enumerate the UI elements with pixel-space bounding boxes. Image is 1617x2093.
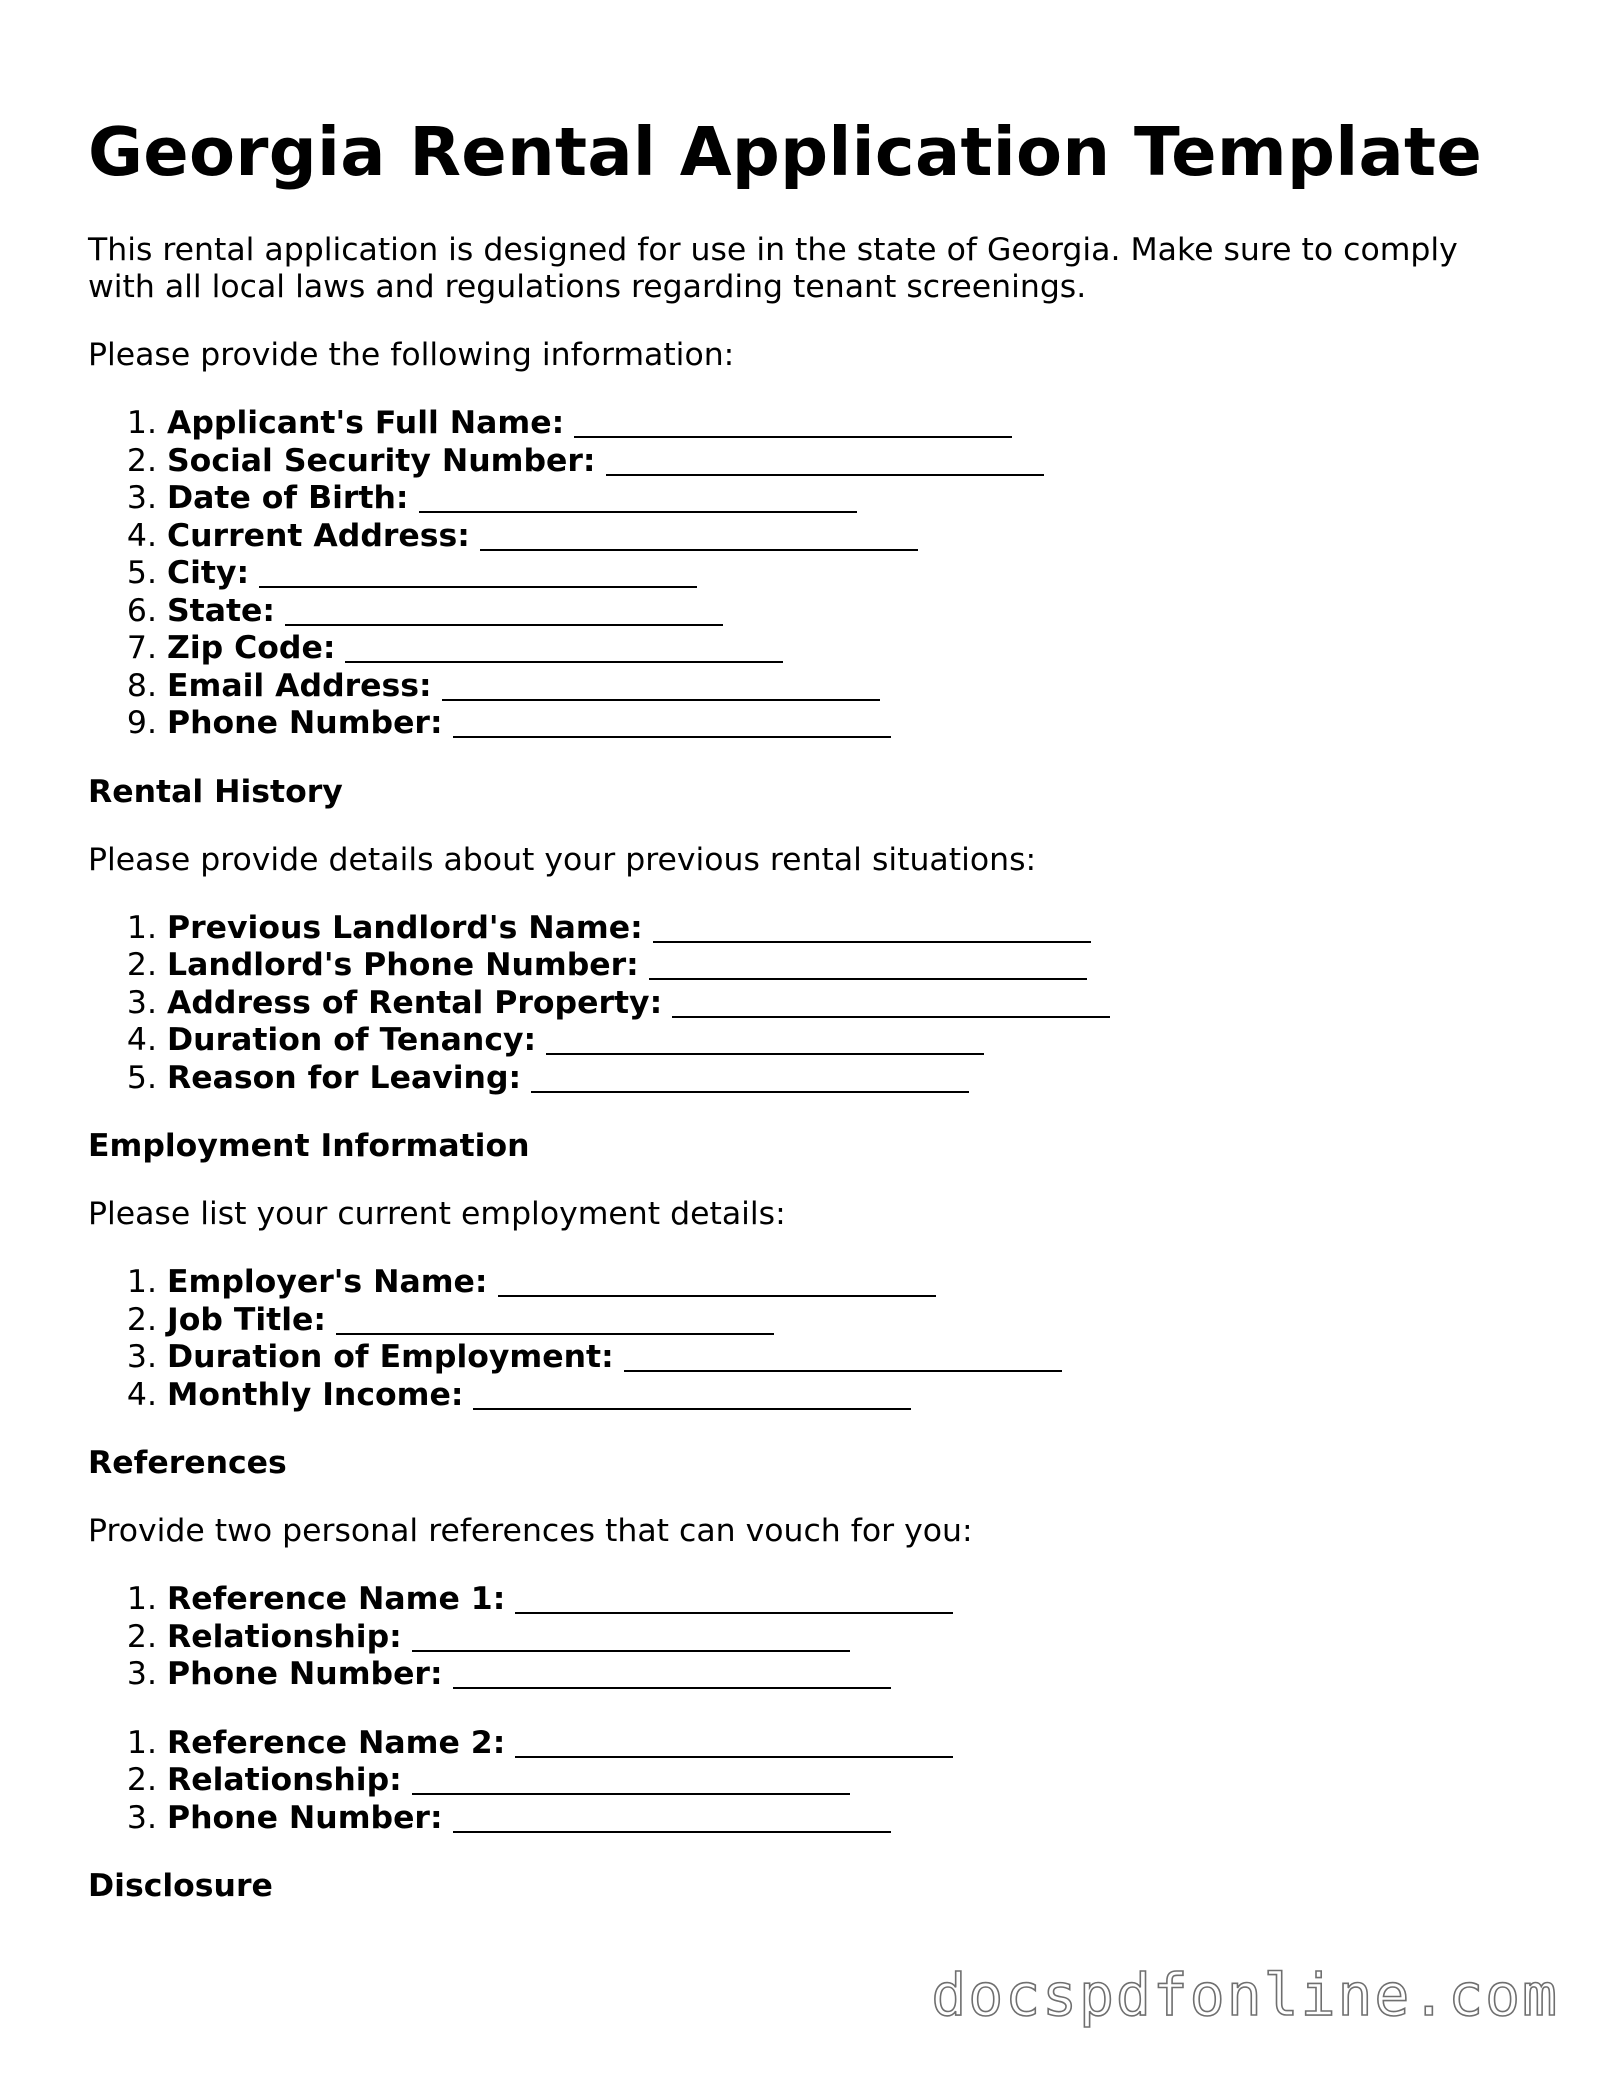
field-blank-line[interactable]: [515, 1581, 953, 1614]
field-number: 1.: [126, 909, 157, 946]
field-blank-line[interactable]: [419, 480, 857, 513]
field-label: Reason for Leaving:: [167, 1059, 522, 1096]
field-label: Email Address:: [167, 667, 432, 704]
rental-history-fields: [88, 910, 1528, 1098]
field-label: Social Security Number:: [167, 442, 596, 479]
field-label: Duration of Tenancy:: [167, 1022, 537, 1058]
field-blank-line[interactable]: [336, 1302, 774, 1335]
form-field-row: [88, 1022, 1528, 1060]
field-blank-line[interactable]: [672, 985, 1110, 1018]
field-number: 3.: [126, 984, 157, 1021]
form-field-row: [88, 1581, 1528, 1619]
field-number: 1.: [126, 1724, 157, 1761]
field-number: 4.: [126, 1022, 157, 1058]
field-label: Current Address:: [167, 517, 470, 554]
field-number: 3.: [126, 1656, 157, 1692]
field-label: Previous Landlord's Name:: [167, 909, 643, 946]
field-number: 5.: [126, 555, 157, 591]
field-number: 2.: [126, 947, 157, 983]
form-field-row: [88, 1656, 1528, 1694]
form-field-row: [88, 1302, 1528, 1340]
form-field-row: [88, 668, 1528, 706]
applicant-lead: Please provide the following information:: [88, 337, 735, 373]
field-blank-line[interactable]: [653, 910, 1091, 943]
field-blank-line[interactable]: [412, 1619, 850, 1652]
field-label: Address of Rental Property:: [167, 984, 663, 1021]
field-blank-line[interactable]: [453, 1800, 891, 1833]
field-label: Applicant's Full Name:: [167, 405, 565, 441]
field-label: City:: [167, 555, 250, 591]
document-page: [88, 108, 1528, 1905]
form-field-row: [88, 947, 1528, 985]
form-field-row: [88, 518, 1528, 556]
field-label: Zip Code:: [167, 630, 336, 666]
form-field-row: [88, 1060, 1528, 1098]
field-label: Reference Name 2:: [167, 1724, 506, 1761]
field-blank-line[interactable]: [259, 555, 697, 588]
field-blank-line[interactable]: [345, 630, 783, 663]
reference-1-fields: [88, 1581, 1528, 1694]
field-number: 2.: [126, 1618, 157, 1655]
employment-heading: Employment Information: [88, 1128, 530, 1164]
field-blank-line[interactable]: [285, 593, 723, 626]
field-number: 1.: [126, 1264, 157, 1300]
field-label: Job Title:: [167, 1301, 326, 1338]
form-field-row: [88, 1264, 1528, 1302]
field-blank-line[interactable]: [442, 668, 880, 701]
field-number: 3.: [126, 480, 157, 516]
field-blank-line[interactable]: [624, 1339, 1062, 1372]
field-blank-line[interactable]: [453, 1656, 891, 1689]
form-field-row: [88, 1725, 1528, 1763]
field-number: 2.: [126, 1301, 157, 1338]
field-number: 6.: [126, 592, 157, 629]
employment-lead: Please list your current employment details:: [88, 1196, 786, 1232]
field-label: Date of Birth:: [167, 480, 409, 516]
field-number: 4.: [126, 517, 157, 554]
employment-fields: [88, 1264, 1528, 1414]
form-field-row: [88, 1800, 1528, 1838]
field-number: 3.: [126, 1339, 157, 1375]
field-blank-line[interactable]: [606, 443, 1044, 476]
field-blank-line[interactable]: [531, 1060, 969, 1093]
rental-history-lead: Please provide details about your previous rental situations:: [88, 841, 1037, 878]
field-label: Phone Number:: [167, 705, 443, 741]
form-field-row: [88, 910, 1528, 948]
form-field-row: [88, 1619, 1528, 1657]
references-heading: References: [88, 1445, 287, 1481]
field-label: Relationship:: [167, 1618, 402, 1655]
form-field-row: [88, 1377, 1528, 1415]
intro-paragraph: This rental application is designed for use in the state of Georgia. Make sure to comply with all local laws and regulations regarding tenant screenings.: [88, 232, 1458, 305]
field-number: 1.: [126, 1581, 157, 1617]
field-label: Monthly Income:: [167, 1376, 464, 1413]
field-blank-line[interactable]: [649, 947, 1087, 980]
field-label: Employer's Name:: [167, 1264, 488, 1300]
reference-2-fields: [88, 1725, 1528, 1838]
field-label: Phone Number:: [167, 1799, 443, 1836]
field-blank-line[interactable]: [480, 518, 918, 551]
references-lead: Provide two personal references that can vouch for you:: [88, 1513, 973, 1549]
form-field-row: [88, 480, 1528, 518]
field-blank-line[interactable]: [574, 405, 1012, 438]
form-field-row: [88, 443, 1528, 481]
field-label: Relationship:: [167, 1762, 402, 1798]
field-label: Phone Number:: [167, 1656, 443, 1692]
form-field-row: [88, 630, 1528, 668]
form-field-row: [88, 593, 1528, 631]
field-blank-line[interactable]: [546, 1022, 984, 1055]
applicant-fields: [88, 405, 1528, 743]
field-number: 1.: [126, 405, 157, 441]
field-number: 9.: [126, 705, 157, 741]
page-title: Georgia Rental Application Template: [88, 113, 1483, 191]
field-label: Landlord's Phone Number:: [167, 947, 639, 983]
field-blank-line[interactable]: [473, 1377, 911, 1410]
field-number: 4.: [126, 1376, 157, 1413]
field-blank-line[interactable]: [412, 1762, 850, 1795]
form-field-row: [88, 705, 1528, 743]
rental-history-heading: Rental History: [88, 773, 343, 810]
field-number: 3.: [126, 1799, 157, 1836]
field-blank-line[interactable]: [498, 1264, 936, 1297]
form-field-row: [88, 1762, 1528, 1800]
watermark: docspdfonline.com: [931, 1961, 1559, 2029]
field-number: 5.: [126, 1059, 157, 1096]
form-field-row: [88, 405, 1528, 443]
field-number: 8.: [126, 667, 157, 704]
field-label: Duration of Employment:: [167, 1339, 614, 1375]
field-number: 2.: [126, 1762, 157, 1798]
field-blank-line[interactable]: [453, 705, 891, 738]
form-field-row: [88, 555, 1528, 593]
field-number: 7.: [126, 630, 157, 666]
field-label: State:: [167, 592, 276, 629]
field-label: Reference Name 1:: [167, 1581, 506, 1617]
form-field-row: [88, 1339, 1528, 1377]
form-field-row: [88, 985, 1528, 1023]
disclosure-heading: Disclosure: [88, 1868, 273, 1904]
field-number: 2.: [126, 442, 157, 479]
field-blank-line[interactable]: [515, 1725, 953, 1758]
